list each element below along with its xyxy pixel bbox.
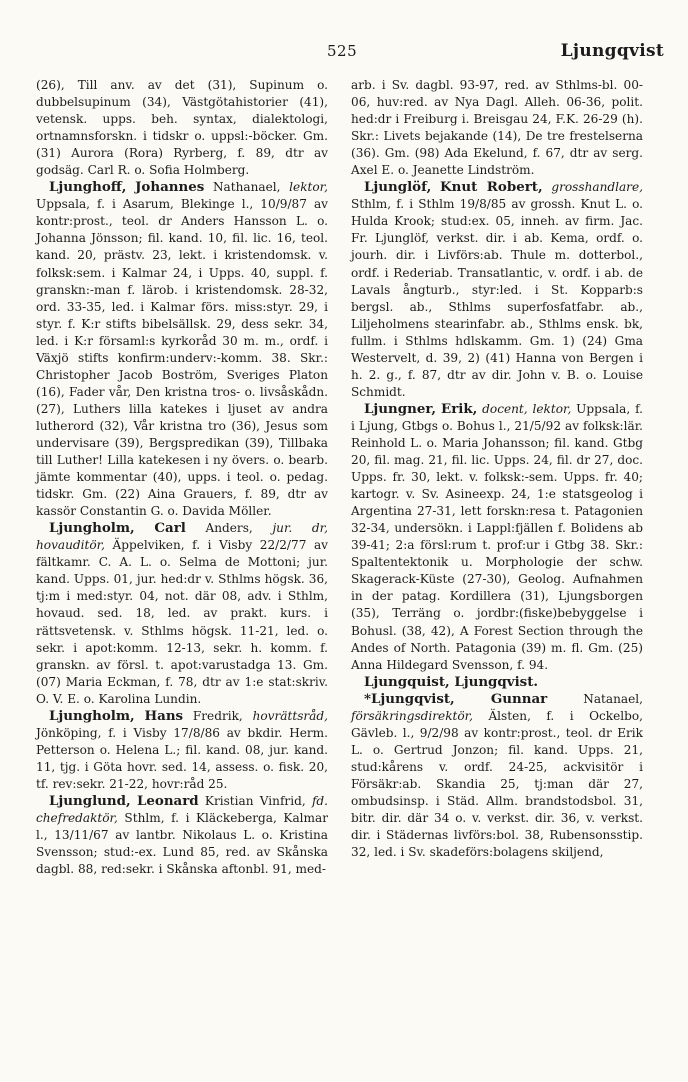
entry-surname: Ljunghoff, xyxy=(49,179,127,196)
entry-other-names: Anders, xyxy=(185,521,253,536)
entry-surname: Ljunglund, xyxy=(49,792,131,809)
entry xyxy=(36,708,328,793)
left-column xyxy=(36,77,328,878)
page-header xyxy=(0,42,688,66)
entry-given-name: Hans xyxy=(144,707,184,724)
entry-body: Älsten, f. i Ockelbo, Gävleb. l., 9/2/98 av kontr:prost., teol. dr Erik L. o. Gertrud Jonzon; fil. kand. Upps. 21, stud:kårens v. ordf. 24-25, ackvisitör i Försäkr:ab. Skandia 25, tj:man där 27, ombudsinsp. i Städ. Allm. brandstodsbol. 31, bitr. dir. där 34 o. v. verkst. dir. 36, v. verkst. dir. i Städernas livförs:bol. 38, Rubensonsstip. 32, led. i Sv. skadeförs:bolagens skiljend, xyxy=(351,708,643,860)
entry-continuation xyxy=(36,77,328,179)
entry-given-name: Erik, xyxy=(440,400,478,417)
entry-title: lektor, xyxy=(289,180,328,195)
entry-body: Jönköping, f. i Visby 17/8/86 av bkdir. Herm. Petterson o. Helena L.; fil. kand. 08, jur. kand. 11, tjg. i Göta hovr. sed. 14, assess. o. fisk. 20, tf. rev:sekr. 21-22, hovr:råd 25. xyxy=(36,725,328,791)
entry-given-name: Gunnar xyxy=(490,690,548,707)
entry-given-name: Carl xyxy=(154,520,186,537)
entry-other-names: Fredrik, xyxy=(183,708,243,723)
entry-body: Sthlm, f. i Sthlm 19/8/85 av grossh. Knut L. o. Hulda Krook; stud:ex. 05, inneh. av firm. Jac. Fr. Ljunglöf, verkst. dir. i ab. Kema, ordf. o. jourh. dir. i Livförs:ab. Thule m. dotterbol., ordf. i Rederiab. Transatlantic, v. ordf. i ab. de Lavals ångturb., styr:led. i St. Kopparb:s bergsl. ab., Sthlms superfosfatfabr. ab., Liljeholmens stearinfabr. ab., Sthlms ensk. bk, fullm. i Sthlms hdlskamm. Gm. 1) (24) Gma Westervelt, d. 39, 2) (41) Hanna von Bergen i h. 2. g., f. 87, dtr av dir. John v. B. o. Louise Schmidt. xyxy=(351,197,643,399)
entry xyxy=(351,179,643,401)
entry-title: hovrättsråd, xyxy=(252,708,328,723)
entry-other-names: Kristian Vinfrid, xyxy=(198,793,306,808)
page-number: 525 xyxy=(327,42,358,60)
entry xyxy=(36,793,328,878)
entry-title: försäkringsdirektör, xyxy=(351,708,473,723)
entry-title: docent, lektor, xyxy=(482,401,572,416)
entry-title: grosshandlare, xyxy=(551,180,643,195)
entry-title: fd. chefredaktör, xyxy=(36,793,328,826)
entry xyxy=(351,691,643,861)
section-heading: Ljungquist, Ljungqvist. xyxy=(364,673,539,690)
entry-surname: Ljunglöf, xyxy=(364,179,432,196)
entry-body: arb. i Sv. dagbl. 93-97, red. av Sthlms-bl. 00-06, huv:red. av Nya Dagl. Alleh. 06-36, polit. hed:dr i Freiburg i. Breisgau 24, F.K. 26-29 (h). Skr.: Livets bejakande (14), De tre frestelserna (36). Gm. (98) Ada Ekelund, f. 67, dtr av serg. Axel E. o. Jeanette Lindström. xyxy=(351,78,643,178)
entry-body: (26), Till anv. av det (31), Supinum o. dubbelsupinum (34), Västgötahistorier (41), vetensk. upps. beh. syntax, dialektologi, ortnamnsforskn. i tidskr o. uppsl:-böcker. Gm. (31) Aurora (Rora) Ryrberg, f. 89, dtr av godsäg. Carl R. o. Sofia Holmberg. xyxy=(36,78,328,178)
right-column xyxy=(351,77,643,861)
entry xyxy=(351,401,643,674)
entry-continuation xyxy=(351,77,643,179)
entry-given-name: Knut Robert, xyxy=(439,179,543,196)
entry-surname: *Ljungqvist, xyxy=(364,690,455,707)
entry xyxy=(36,520,328,708)
entry-body: Sthlm, f. i Kläckeberga, Kalmar l., 13/11/67 av lantbr. Nikolaus L. o. Kristina Svensson; stud:-ex. Lund 85, red. av Skånska dagbl. 88, red:sekr. i Skånska aftonbl. 91, med- xyxy=(36,811,328,877)
entry-surname: Ljungholm, xyxy=(49,520,135,537)
entry-body: Uppsala, f. i Asarum, Blekinge l., 10/9/87 av kontr:prost., teol. dr Anders Hansson L. o. Johanna Jönsson; fil. kand. 10, fil. lic. 16, teol. kand. 20, prästv. 23, lekt. i kristendomsk. v. folksk:sem. i Kalmar 24, i Upps. 40, suppl. f. granskn:-man f. lärob. i kristendomsk. 28-32, ord. 33-35, led. i Kalmar förs. miss:styr. 29, i styr. f. K:r stifts bibelsällsk. 29, dess sekr. 34, led. i K:r församl:s kyrkoråd 30 m. m., ordf. i Växjö stifts konfirm:underv:-komm. 38. Skr.: Christopher Jacob Boström, Sveriges Platon (16), Fader vår, Den kristna tros- o. livsåskådn. (27), Luthers lilla katekes i ljuset av andra lutherord (32), Vår kristna tro (36), Jesus som undervisare (39), Bergspredikan (39), Tillbaka till Luther! Lilla katekesen i ny övers. o. bearb. jämte kommentar (40), upps. i teol. o. pedag. tidskr. Gm. (22) Aina Grauers, f. 89, dtr av kassör Constantin G. o. Davida Möller. xyxy=(36,197,328,519)
entry-surname: Ljungner, xyxy=(364,400,437,417)
entry-body: Uppsala, f. i Ljung, Gtbgs o. Bohus l., 21/5/92 av folksk:lär. Reinhold L. o. Maria Johansson; fil. kand. Gtbg 20, fil. mag. 21, fil. lic. Upps. 24, fil. dr 27, doc. Upps. fr. 30, lekt. v. folksk:-sem. Upps. fr. 40; kartogr. v. Sv. Asineexp. 24, 1:e statsgeolog i Argentina 27-31, lett forskn:resa t. Patagonien 32-34, undersökn. i Lappl:fjällen f. Bolidens ab 39-41; 2:a försl:rum t. prof:ur i Gtbg 38. Skr.: Spaltentektonik u. Morphologie der schw. Skagerack-Küste (27-30), Geolog. Aufnahmen in der patag. Kordillera (31), Ljungsborgen (35), Terräng o. jordbr:(fiske)bebyggelse i Bohusl. (38, 42), A Forest Section through the Andes of North. Patagonia (39) m. fl. Gm. (25) Anna Hildegard Svensson, f. 94. xyxy=(351,401,643,672)
entry-other-names: Natanael, xyxy=(547,691,643,706)
entry-title: jur. dr, hovauditör, xyxy=(36,521,328,553)
running-head: Ljungqvist xyxy=(560,41,664,61)
entry-body: Äppelviken, f. i Visby 22/2/77 av fältkamr. C. A. L. o. Selma de Mottoni; jur. kand. Upps. 01, jur. hed:dr v. Sthlms högsk. 36, tj:m i med:styr. 04, not. där 08, adv. i Sthlm, hovaud. sed. 18, led. av prakt. kurs. i rättsvetensk. v. Sthlms högsk. 11-21, led. o. sekr. i apot:komm. 12-13, sekr. h. komm. f. granskn. av försl. t. apot:varustadga 13. Gm. (07) Maria Eckman, f. 78, dtr av 1:e stat:skriv. O. V. E. o. Karolina Lundin. xyxy=(36,538,328,706)
entry xyxy=(36,179,328,520)
section-heading-paragraph xyxy=(351,674,643,691)
entry-other-names: Nathanael, xyxy=(204,180,281,195)
entry-given-name: Leonard xyxy=(136,792,199,809)
entry-given-name: Johannes xyxy=(135,179,205,196)
entry-surname: Ljungholm, xyxy=(49,707,135,724)
